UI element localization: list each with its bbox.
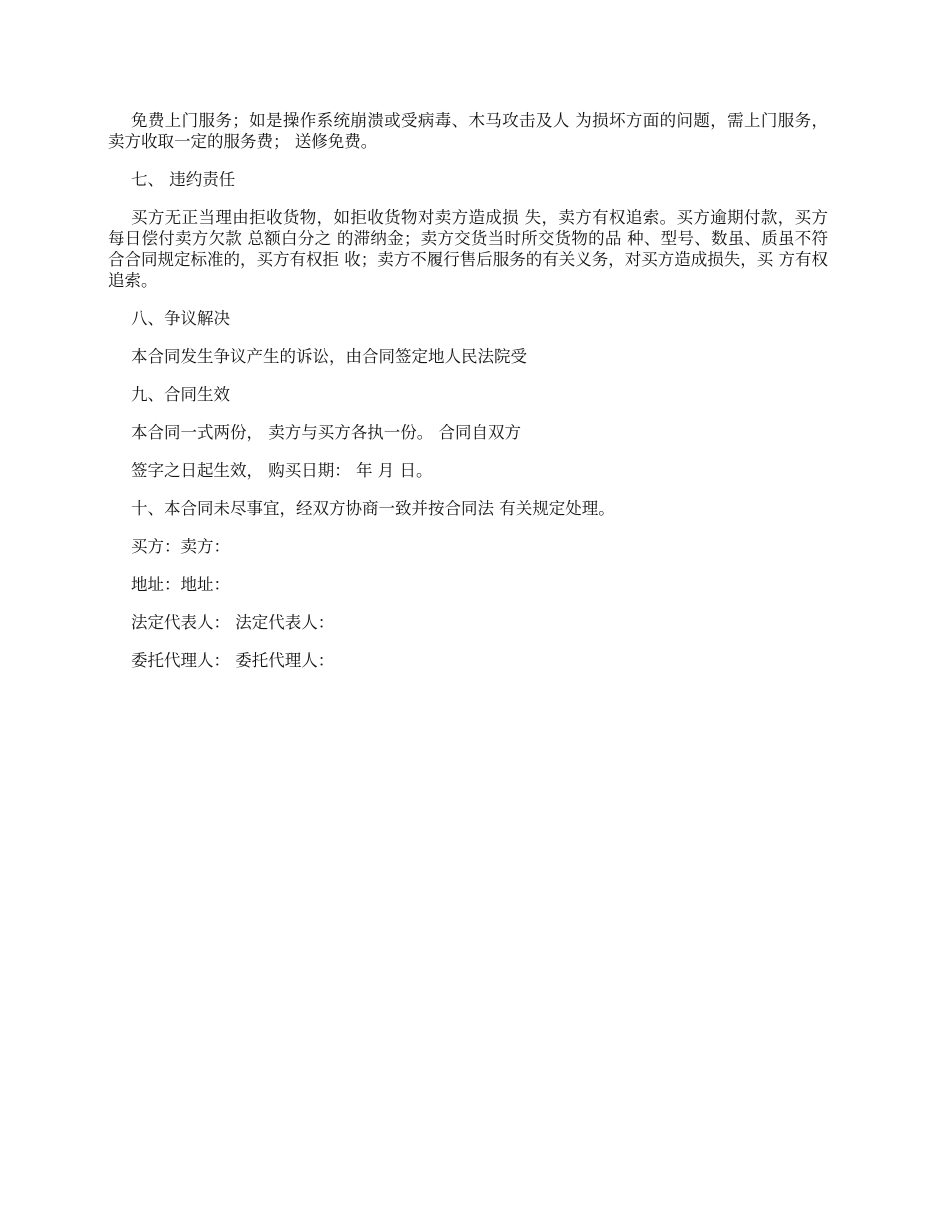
section-heading-dispute: 八、争议解决 [131, 309, 230, 328]
section-heading-effective: 九、合同生效 [131, 385, 230, 404]
paragraph-misc-terms: 十、本合同未尽事宜，经双方协商一致并按合同法 有关规定处理。 [131, 499, 615, 518]
signature-address: 地址：地址： [131, 575, 230, 594]
signature-authorized-agent: 委托代理人： 委托代理人： [131, 651, 335, 670]
paragraph-breach-terms: 买方无正当理由拒收货物，如拒收货物对卖方造成损 失，卖方有权追索。买方逾期付款，买方每日偿付卖方欠款 总额白分之 的滞纳金；卖方交货当时所交货物的品 种、型号、数虽、质虽不符合合同规定标准的，买方有权拒 收；卖方不履行售后服务的有关义务，对买方造成损失，买 方有权追索。 [108, 208, 828, 290]
signature-parties: 买方：卖方： [131, 537, 230, 556]
paragraph-dispute-terms: 本合同发生争议产生的诉讼，由合同签定地人民法院受 [131, 347, 527, 366]
document-body [108, 110, 828, 688]
signature-legal-representative: 法定代表人： 法定代表人： [131, 613, 335, 632]
paragraph-effective-date: 签字之日起生效， 购买日期： 年 月 日。 [131, 461, 433, 480]
section-heading-breach: 七、 违约责任 [131, 170, 236, 189]
paragraph-service-terms: 免费上门服务；如是操作系统崩溃或受病毒、木马攻击及人 为损坏方面的问题，需上门服务，卖方收取一定的服务费； 送修免费。 [108, 111, 828, 151]
paragraph-effective-copies: 本合同一式两份， 卖方与买方各执一份。 合同自双方 [131, 423, 521, 442]
